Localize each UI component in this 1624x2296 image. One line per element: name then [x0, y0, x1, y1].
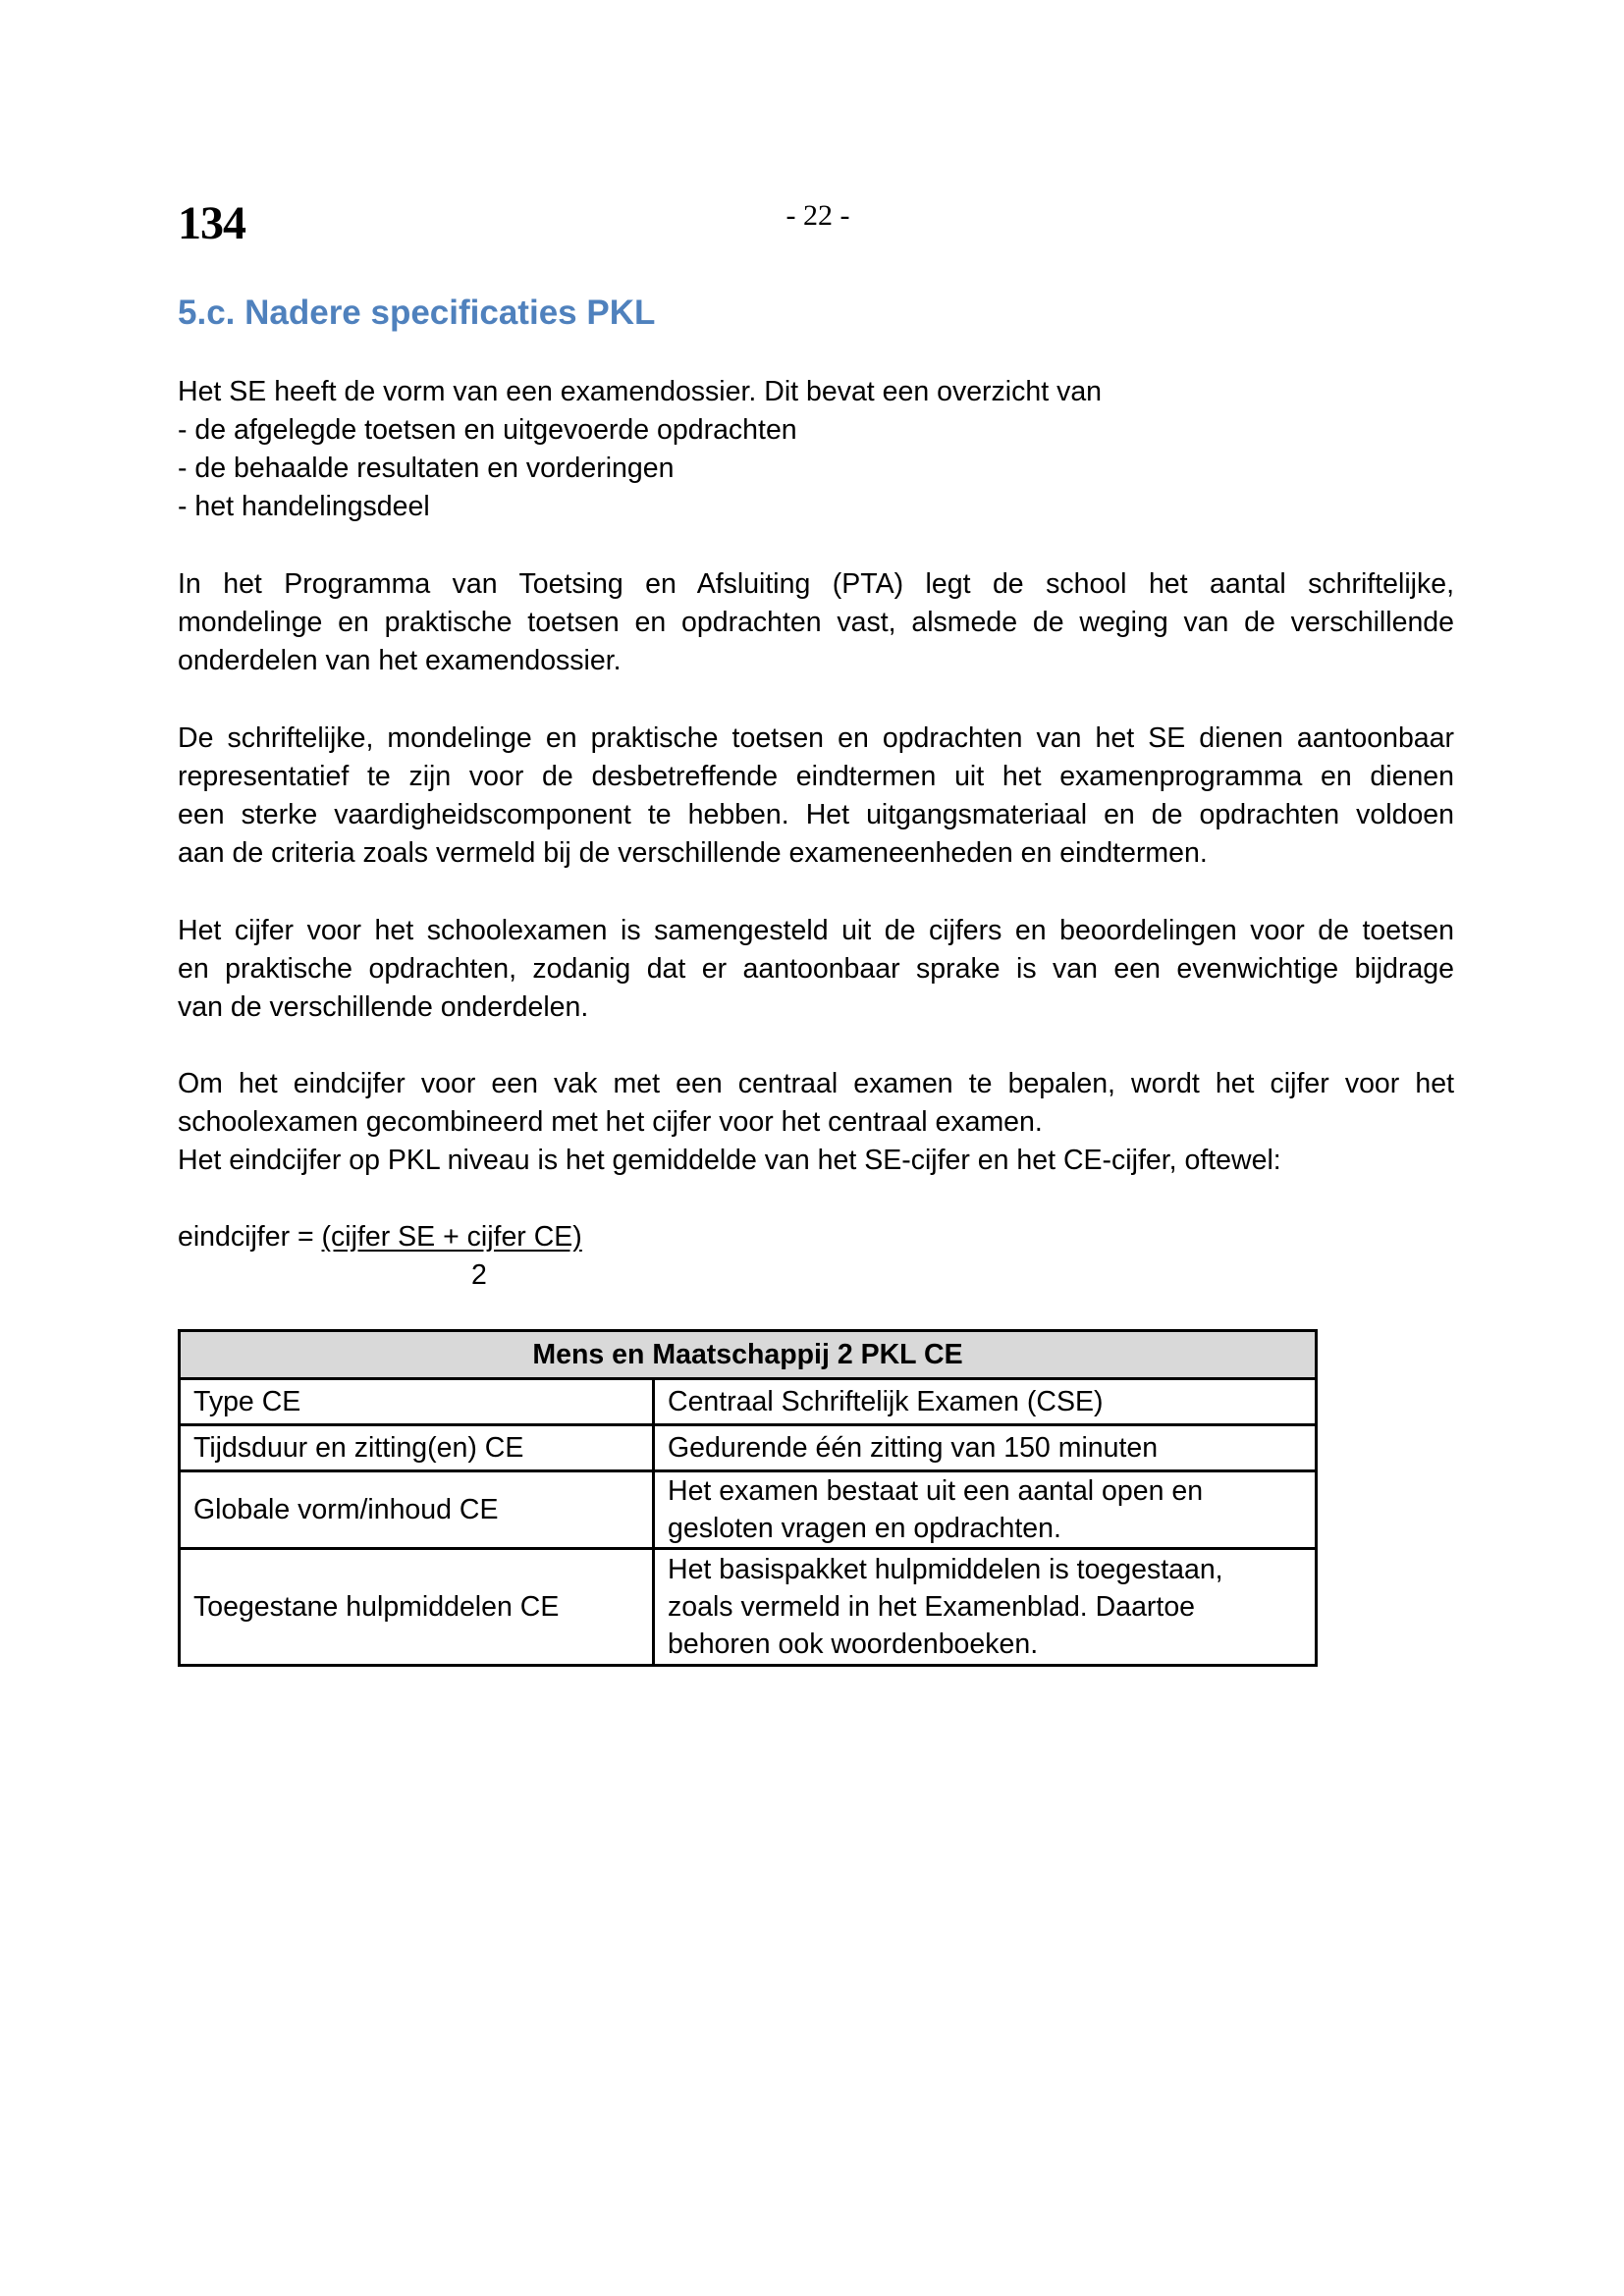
table-row	[180, 1471, 1317, 1549]
table-row	[180, 1425, 1317, 1471]
paragraph-schoolexamen-cijfer	[178, 912, 1454, 1027]
document-number: 134	[178, 197, 245, 249]
paragraph-line: representatief te zijn voor de desbetreffende eindtermen uit het examenprogramma en dienen	[178, 761, 1454, 792]
paragraph-line: schoolexamen gecombineerd met het cijfer voor het centraal examen.	[178, 1106, 1043, 1138]
row-value	[654, 1379, 1317, 1425]
paragraph-line: aan de criteria zoals vermeld bij de verschillende exameneenheden en eindtermen.	[178, 837, 1208, 869]
paragraph-line: Het eindcijfer op PKL niveau is het gemiddelde van het SE-cijfer en het CE-cijfer, oftewel:	[178, 1145, 1281, 1176]
row-value-line: zoals vermeld in het Examenblad. Daartoe	[668, 1591, 1196, 1623]
section-title: 5.c. Nadere specificaties PKL	[178, 294, 656, 332]
eindcijfer-formula	[178, 1218, 582, 1256]
paragraph-line: In het Programma van Toetsing en Afsluiting (PTA) legt de school het aantal schriftelijke,	[178, 568, 1454, 600]
paragraph-line: De schriftelijke, mondelinge en praktische toetsen en opdrachten van het SE dienen aantoonbaar	[178, 722, 1454, 754]
row-value-line: Gedurende één zitting van 150 minuten	[668, 1432, 1159, 1464]
paragraph-line: Het SE heeft de vorm van een examendossier. Dit bevat een overzicht van	[178, 376, 1103, 407]
list-item: - de behaalde resultaten en vorderingen	[178, 453, 675, 484]
paragraph-line: Om het eindcijfer voor een vak met een centraal examen te bepalen, wordt het cijfer voor het	[178, 1068, 1454, 1099]
paragraph-line: van de verschillende onderdelen.	[178, 991, 589, 1023]
row-value-line: behoren ook woordenboeken.	[668, 1629, 1039, 1660]
paragraph-examendossier	[178, 373, 1454, 526]
paragraph-line: onderdelen van het examendossier.	[178, 645, 622, 676]
paragraph-pta	[178, 565, 1454, 680]
list-item: - het handelingsdeel	[178, 491, 430, 522]
row-label: Type CE	[180, 1379, 654, 1425]
row-value	[654, 1549, 1317, 1666]
paragraph-line: een sterke vaardigheidscomponent te hebben. Het uitgangsmateriaal en de opdrachten voldoen	[178, 799, 1454, 830]
row-label: Globale vorm/inhoud CE	[180, 1471, 654, 1549]
table-row	[180, 1549, 1317, 1666]
row-value	[654, 1425, 1317, 1471]
table-row	[180, 1379, 1317, 1425]
paragraph-line: en praktische opdrachten, zodanig dat er aantoonbaar sprake is van een evenwichtige bijdrage	[178, 953, 1454, 985]
paragraph-representatief	[178, 720, 1454, 873]
formula-numerator: (cijfer SE + cijfer CE)	[321, 1221, 582, 1253]
page-number: - 22 -	[785, 199, 850, 232]
paragraph-line: Het cijfer voor het schoolexamen is samengesteld uit de cijfers en beoordelingen voor de toetsen	[178, 915, 1454, 946]
row-label: Toegestane hulpmiddelen CE	[180, 1549, 654, 1666]
paragraph-eindcijfer	[178, 1065, 1454, 1180]
exam-spec-table	[178, 1329, 1318, 1667]
row-label: Tijdsduur en zitting(en) CE	[180, 1425, 654, 1471]
row-value-line: Centraal Schriftelijk Examen (CSE)	[668, 1386, 1104, 1417]
formula-lhs: eindcijfer =	[178, 1221, 322, 1253]
row-value-line: gesloten vragen en opdrachten.	[668, 1513, 1061, 1544]
row-value-line: Het basispakket hulpmiddelen is toegestaan,	[668, 1554, 1223, 1585]
row-value	[654, 1471, 1317, 1549]
row-value-line: Het examen bestaat uit een aantal open en	[668, 1475, 1204, 1507]
list-item: - de afgelegde toetsen en uitgevoerde opdrachten	[178, 414, 797, 446]
paragraph-line: mondelinge en praktische toetsen en opdrachten vast, alsmede de weging van de verschillende	[178, 607, 1454, 638]
formula-denominator: 2	[471, 1259, 487, 1291]
table-title: Mens en Maatschappij 2 PKL CE	[180, 1331, 1317, 1379]
